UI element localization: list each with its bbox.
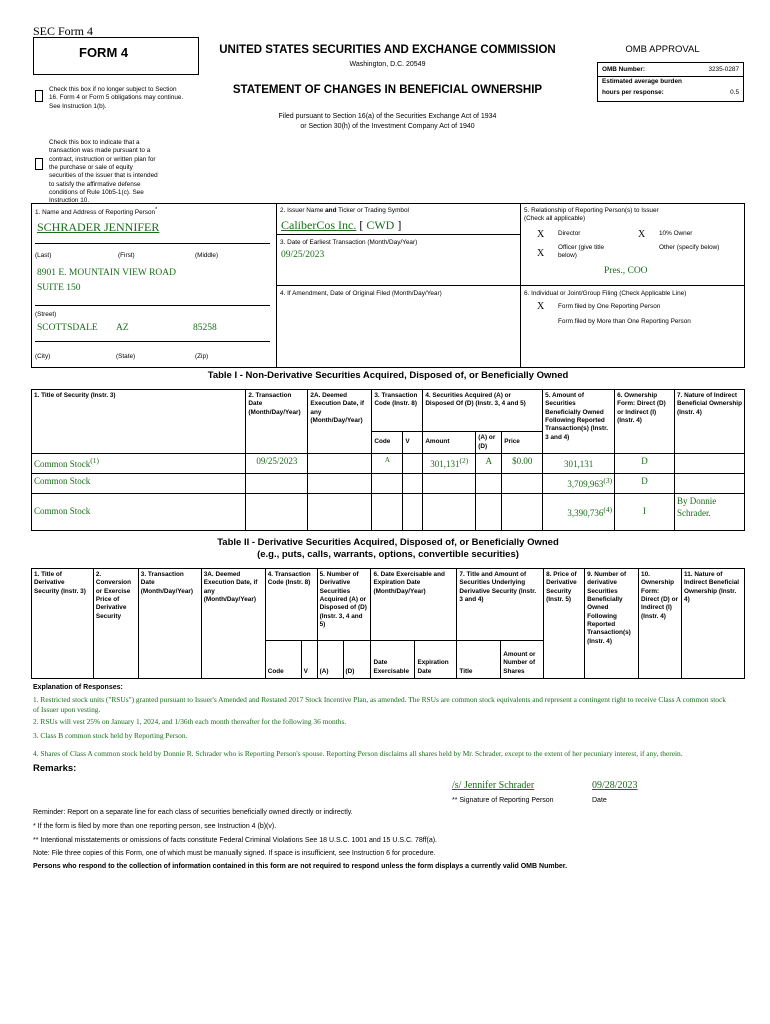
t2-subheader-date-exercisable: Date Exercisable <box>371 641 415 679</box>
city-label: (City) <box>35 353 51 360</box>
t1-subheader-price: Price <box>502 432 543 454</box>
footer-omb-notice: Persons who respond to the collection of information contained in this form are not required to respond unless the form displays a currently valid OMB Number. <box>33 863 568 870</box>
signature-label: ** Signature of Reporting Person <box>452 797 554 804</box>
t1-header-title: 1. Title of Security (Instr. 3) <box>32 390 246 454</box>
ten-percent-owner-mark[interactable]: X <box>638 229 646 240</box>
agency-city: Washington, D.C. 20549 <box>349 61 426 68</box>
middle-label: (Middle) <box>195 252 219 259</box>
footnote-4: 4. Shares of Class A common stock held by Donnie R. Schrader who is Reporting Person's spouse. Reporting Person disclaims all shares held by Mr. Schrader, except to the extent of her pecuniary interest, if any, therein. <box>33 749 683 758</box>
footer-multi-person: * If the form is filed by more than one reporting person, see Instruction 4 (b)(v). <box>33 823 277 830</box>
t2-subheader-a: (A) <box>317 641 343 679</box>
t1-header-code: 3. Transaction Code (Instr. 8) <box>372 390 423 432</box>
box2-label: 2. Issuer Name and Ticker or Trading Symbol <box>280 207 409 214</box>
t2-header-exercisable: 6. Date Exercisable and Expiration Date (Month/Day/Year) <box>371 569 457 641</box>
t1-r0-price: $0.00 <box>502 454 543 474</box>
first-label: (First) <box>118 252 135 259</box>
t2-header-date: 3. Transaction Date (Month/Day/Year) <box>138 569 201 679</box>
zip: 85258 <box>193 323 217 333</box>
box5-label: 5. Relationship of Reporting Person(s) to Issuer (Check all applicable) <box>524 207 659 223</box>
table-row <box>32 474 745 494</box>
table1-title: Table I - Non-Derivative Securities Acquired, Disposed of, or Beneficially Owned <box>207 370 569 381</box>
rule10b5-checkbox-text: Check this box to indicate that a transaction was made pursuant to a contract, instruction or written plan for the purchase or sale of equity securities of the issuer that is intended to satisfy the affirmative defense conditions of Rule 10b5-1(c). See Instruction 10. <box>49 139 158 205</box>
remarks-heading: Remarks: <box>33 763 77 774</box>
document-label: SEC Form 4 <box>33 24 94 38</box>
one-person-label: Form filed by One Reporting Person <box>558 303 661 310</box>
filed-pursuant-line-1: Filed pursuant to Section 16(a) of the Securities Exchange Act of 1934 <box>278 113 497 120</box>
table-row <box>32 494 745 531</box>
t1-subheader-aord: (A) or (D) <box>476 432 502 454</box>
signature-date-label: Date <box>592 797 607 804</box>
reporting-person-name[interactable]: SCHRADER JENNIFER <box>37 220 160 234</box>
t1-r2-price <box>502 494 543 531</box>
director-label: Director <box>558 230 581 237</box>
t1-r0-amount: 301,131$^{(2)}$ <box>423 454 476 474</box>
omb-hours: 0.5 <box>730 89 739 96</box>
t2-header-title: 1. Title of Derivative Security (Instr. 3) <box>32 569 94 679</box>
other-label: Other (specify below) <box>659 244 720 251</box>
box6-label: 6. Individual or Joint/Group Filing (Check Applicable Line) <box>524 290 687 297</box>
t2-subheader-d: (D) <box>343 641 371 679</box>
t1-r1-v <box>403 474 423 494</box>
box1-label: 1. Name and Address of Reporting Person* <box>35 207 158 217</box>
t2-header-price: 8. Price of Derivative Security (Instr. 5) <box>544 569 585 679</box>
t1-r2-title: Common Stock <box>32 494 246 531</box>
one-person-mark[interactable]: X <box>537 301 545 312</box>
footnote-1: 1. Restricted stock units ("RSUs") granted pursuant to Issuer's Amended and Restated 2017 Stock Incentive Plan, as amended. The RSUs are common stock equivalents and represent a contingent right to receive Class A common stock of Issuer upon vesting. <box>33 695 726 714</box>
t1-header-date: 2. Transaction Date (Month/Day/Year) <box>246 390 308 454</box>
omb-burden-label: Estimated average burden <box>602 78 682 85</box>
issuer-name[interactable]: CaliberCos Inc. <box>281 218 357 232</box>
t1-subheader-amount: Amount <box>423 432 476 454</box>
form-title-box <box>33 37 199 75</box>
t1-r0-owned: 301,131 <box>543 454 615 474</box>
ticker-symbol: CWD <box>366 218 395 232</box>
table2-title: Table II - Derivative Securities Acquired, Disposed of, or Beneficially Owned <box>217 537 559 548</box>
officer-mark[interactable]: X <box>537 248 545 259</box>
t1-r1-aord <box>476 474 502 494</box>
t2-subheader-title: Title <box>457 641 501 679</box>
state: AZ <box>116 323 129 333</box>
t2-subheader-amount-shares: Amount or Number of Shares <box>501 641 544 679</box>
footer-reminder: Reminder: Report on a separate line for each class of securities beneficially owned directly or indirectly. <box>33 809 353 816</box>
signature: /s/ Jennifer Schrader <box>452 780 535 791</box>
omb-box <box>597 62 744 102</box>
statement-title: STATEMENT OF CHANGES IN BENEFICIAL OWNERSHIP <box>232 84 543 96</box>
t2-header-underlying: 7. Title and Amount of Securities Underlying Derivative Security (Instr. 3 and 4) <box>457 569 544 641</box>
omb-approval-title: OMB APPROVAL <box>625 44 700 55</box>
t1-r1-amount <box>423 474 476 494</box>
box4-label: 4. If Amendment, Date of Original Filed (Month/Day/Year) <box>280 290 442 297</box>
officer-label: Officer (give title below) <box>558 244 605 260</box>
table2 <box>31 568 745 679</box>
t1-r0-form: D <box>615 454 675 474</box>
street-label: (Street) <box>35 311 57 318</box>
omb-number: 3235-0287 <box>708 66 739 73</box>
t2-header-owned: 9. Number of derivative Securities Beneficially Owned Following Reported Transaction(s) (Instr. 4) <box>585 569 639 679</box>
zip-label: (Zip) <box>195 353 209 360</box>
earliest-transaction-date: 09/25/2023 <box>281 250 325 260</box>
t1-r2-v <box>403 494 423 531</box>
t1-subheader-code: Code <box>372 432 403 454</box>
t2-header-code: 4. Transaction Code (Instr. 8) <box>265 569 317 641</box>
street-line-1: 8901 E. MOUNTAIN VIEW ROAD <box>37 268 177 278</box>
signature-date: 09/28/2023 <box>592 780 638 791</box>
t2-header-deemed-date: 3A. Deemed Execution Date, if any (Month/Day/Year) <box>201 569 265 679</box>
t1-header-securities: 4. Securities Acquired (A) or Disposed Of (D) (Instr. 3, 4 and 5) <box>423 390 543 432</box>
officer-title: Pres., COO <box>604 266 648 276</box>
t2-header-nature: 11. Nature of Indirect Beneficial Ownership (Instr. 4) <box>682 569 745 679</box>
section16-checkbox-text: Check this box if no longer subject to Section 16. Form 4 or Form 5 obligations may continue. See Instruction 1(b). <box>49 86 184 110</box>
t1-header-ownership-form: 6. Ownership Form: Direct (D) or Indirect (I) (Instr. 4) <box>615 390 675 454</box>
t1-r2-date <box>246 494 308 531</box>
t2-header-ownership-form: 10. Ownership Form: Direct (D) or Indirect (I) (Instr. 4) <box>639 569 682 679</box>
t2-subheader-code: Code <box>265 641 301 679</box>
t1-header-deemed-date: 2A. Deemed Execution Date, if any (Month/Day/Year) <box>308 390 372 454</box>
form-title: FORM 4 <box>79 45 129 60</box>
more-persons-label: Form filed by More than One Reporting Person <box>558 318 691 325</box>
footer-note: Note: File three copies of this Form, one of which must be manually signed. If space is insufficient, see Instruction 6 for procedure. <box>33 850 436 857</box>
t1-r0-aord: A <box>476 454 502 474</box>
t1-r2-form: I <box>615 494 675 531</box>
t1-r0-nature <box>675 454 745 474</box>
t1-r2-owned: 3,390,736$^{(4)}$ <box>543 494 615 531</box>
t1-subheader-v: V <box>403 432 423 454</box>
footnote-2: 2. RSUs will vest 25% on January 1, 2024, and 1/36th each month thereafter for the following 36 months. <box>33 717 347 726</box>
t2-header-number: 5. Number of Derivative Securities Acquired (A) or Disposed of (D) (Instr. 3, 4 and 5) <box>317 569 371 641</box>
t1-r1-date <box>246 474 308 494</box>
t1-r1-form: D <box>615 474 675 494</box>
table1 <box>31 389 745 531</box>
section16-checkbox[interactable] <box>35 90 43 102</box>
t1-r2-amount <box>423 494 476 531</box>
table2-subtitle: (e.g., puts, calls, warrants, options, convertible securities) <box>257 549 519 560</box>
t1-r1-code <box>372 474 403 494</box>
t1-header-nature: 7. Nature of Indirect Beneficial Ownership (Instr. 4) <box>675 390 745 454</box>
issuer-name-ticker: CaliberCos Inc. [ CWD ] <box>281 218 402 232</box>
t1-r1-deemed <box>308 474 372 494</box>
agency-name: UNITED STATES SECURITIES AND EXCHANGE COMMISSION <box>219 44 556 56</box>
t1-r0-date: 09/25/2023 <box>246 454 308 474</box>
city: SCOTTSDALE <box>37 323 98 333</box>
t2-subheader-v: V <box>301 641 317 679</box>
t2-subheader-expiration: Expiration Date <box>415 641 457 679</box>
omb-number-label: OMB Number: <box>602 66 645 73</box>
t1-r0-title: Common Stock$^{(1)}$ <box>32 454 246 474</box>
omb-hours-label: hours per response: <box>602 89 664 96</box>
t1-header-amount-owned: 5. Amount of Securities Beneficially Owned Following Reported Transaction(s) (Instr. 3 and 4) <box>543 390 615 454</box>
t1-r1-price <box>502 474 543 494</box>
footer-misstatements: ** Intentional misstatements or omissions of facts constitute Federal Criminal Violations See 18 U.S.C. 1001 and 15 U.S.C. 78ff(a). <box>33 837 437 844</box>
t1-r1-nature <box>675 474 745 494</box>
footnote-3: 3. Class B common stock held by Reporting Person. <box>33 731 188 740</box>
street-line-2: SUITE 150 <box>37 283 81 293</box>
t1-r2-deemed <box>308 494 372 531</box>
t1-r2-code <box>372 494 403 531</box>
t1-r1-title: Common Stock <box>32 474 246 494</box>
t1-r2-nature: By Donnie Schrader. <box>675 494 745 531</box>
rule10b5-checkbox[interactable] <box>35 158 43 170</box>
explanation-heading: Explanation of Responses: <box>33 684 123 691</box>
t1-r0-code: A <box>372 454 403 474</box>
filed-pursuant-line-2: or Section 30(h) of the Investment Company Act of 1940 <box>300 123 475 130</box>
last-label: (Last) <box>35 252 52 259</box>
t1-r0-v <box>403 454 423 474</box>
t1-r0-deemed <box>308 454 372 474</box>
table-row <box>32 454 745 474</box>
box3-label: 3. Date of Earliest Transaction (Month/Day/Year) <box>280 239 418 246</box>
director-mark[interactable]: X <box>537 229 545 240</box>
t2-header-conversion: 2. Conversion or Exercise Price of Derivative Security <box>93 569 138 679</box>
t1-r1-owned: 3,709,963$^{(3)}$ <box>543 474 615 494</box>
t1-r2-aord <box>476 494 502 531</box>
state-label: (State) <box>116 353 136 360</box>
ten-percent-owner-label: 10% Owner <box>659 230 693 237</box>
